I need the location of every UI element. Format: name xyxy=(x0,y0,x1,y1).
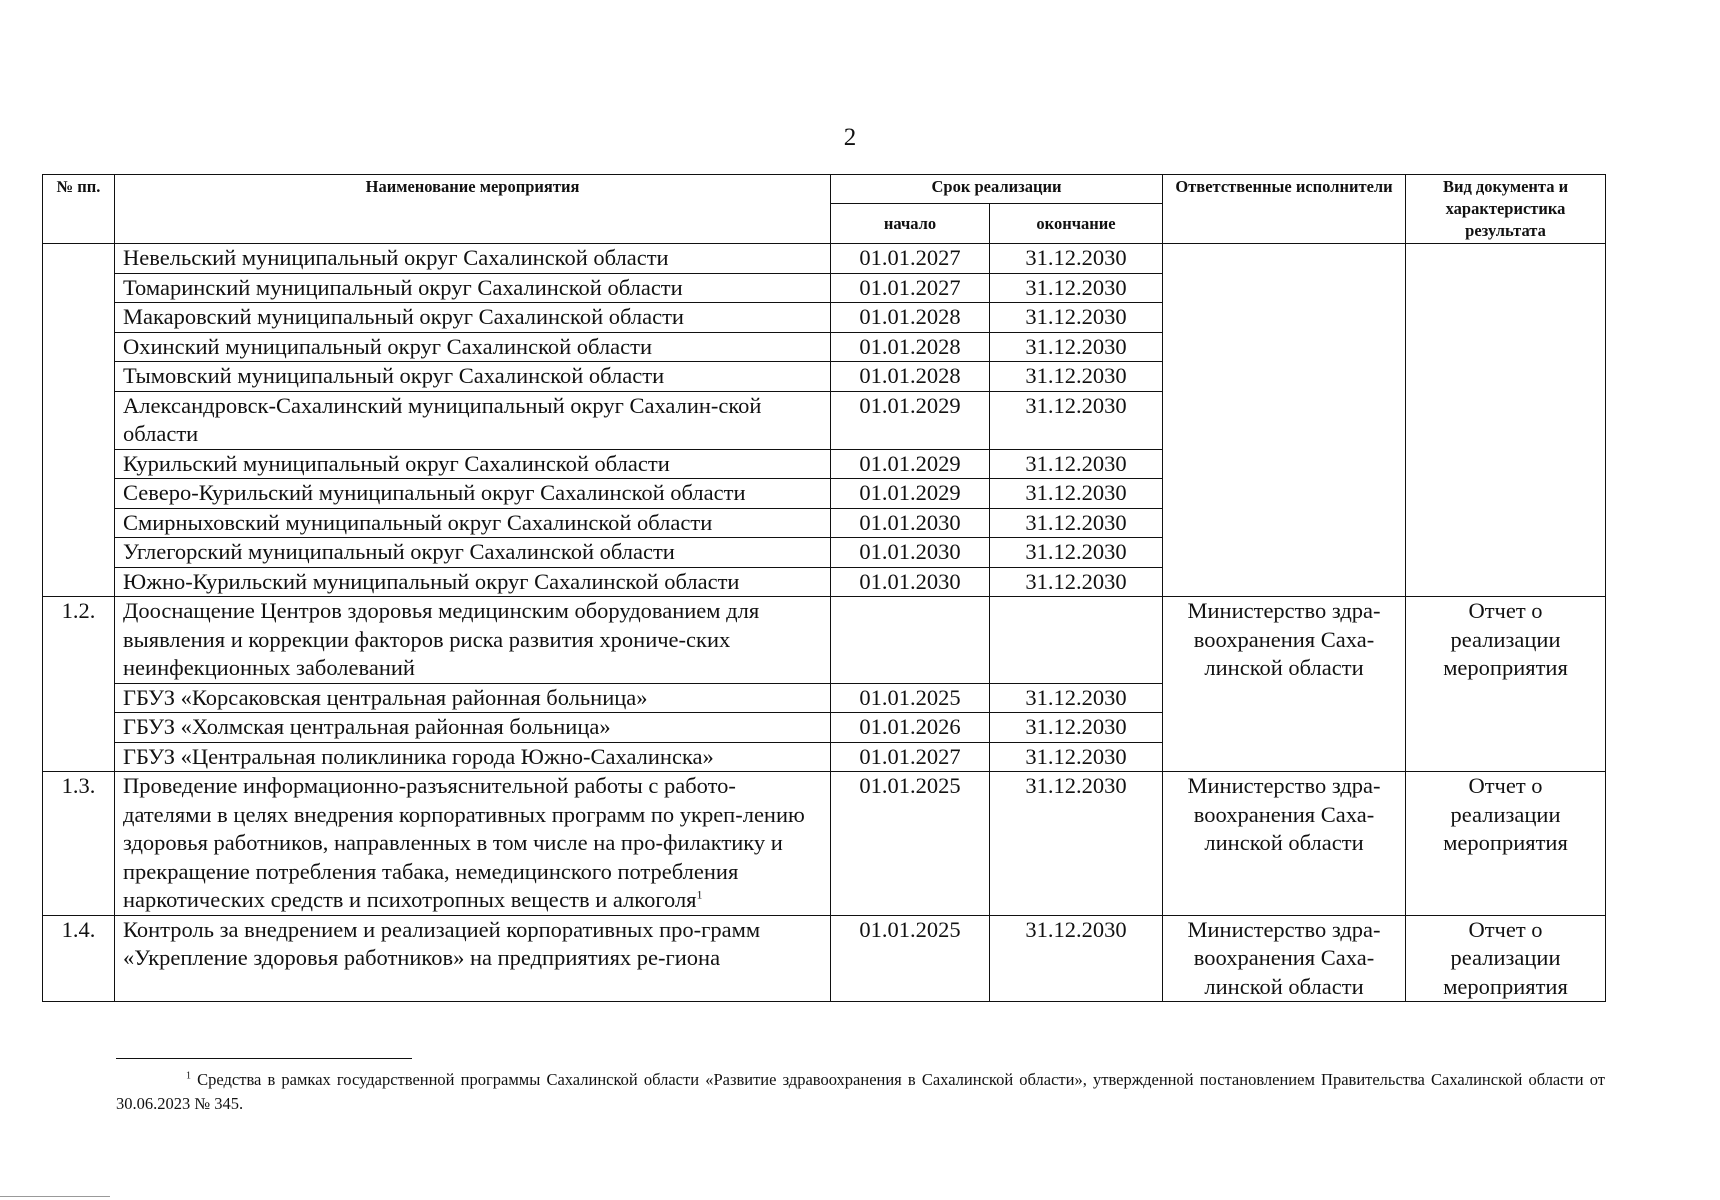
item-1-2-end-empty xyxy=(990,597,1163,684)
row-start: 01.01.2027 xyxy=(831,273,990,303)
item-1-2-name: Дооснащение Центров здоровья медицинским оборудованием для выявления и коррекции факторов риска развития хрониче-ских неинфекционных заболеваний xyxy=(115,597,831,684)
row-end: 31.12.2030 xyxy=(990,303,1163,333)
header-period: Срок реализации xyxy=(831,175,1163,204)
item-1-2-executor: Министерство здра-воохранения Саха-линской области xyxy=(1163,597,1406,772)
item-1-3-num: 1.3. xyxy=(43,772,115,916)
item-1-3-end: 31.12.2030 xyxy=(990,772,1163,916)
footnote-text: Средства в рамках государственной программы Сахалинской области «Развитие здравоохранения в Сахалинской области», утвержденной постановлением Правительства Сахалинской области от 30.06.2023 № 345. xyxy=(116,1070,1606,1113)
header-doc-type: Вид документа и характеристика результата xyxy=(1406,175,1606,244)
item-1-4-doc: Отчет о реализации мероприятия xyxy=(1406,915,1606,1002)
row-end: 31.12.2030 xyxy=(990,449,1163,479)
item-1-2-start-empty xyxy=(831,597,990,684)
row-end: 31.12.2030 xyxy=(990,683,1163,713)
item-1-4-start: 01.01.2025 xyxy=(831,915,990,1002)
row-start: 01.01.2029 xyxy=(831,449,990,479)
row-end: 31.12.2030 xyxy=(990,742,1163,772)
row-start: 01.01.2030 xyxy=(831,567,990,597)
row-start: 01.01.2030 xyxy=(831,508,990,538)
row-end: 31.12.2030 xyxy=(990,332,1163,362)
row-name: ГБУЗ «Корсаковская центральная районная больница» xyxy=(115,683,831,713)
item-1-4-executor: Министерство здра-воохранения Саха-линской области xyxy=(1163,915,1406,1002)
table-row xyxy=(43,772,1606,916)
row-start: 01.01.2028 xyxy=(831,303,990,333)
footnote-ref: 1 xyxy=(696,887,703,902)
row-start: 01.01.2030 xyxy=(831,538,990,568)
row-start: 01.01.2028 xyxy=(831,332,990,362)
row-end: 31.12.2030 xyxy=(990,508,1163,538)
scan-edge-line xyxy=(0,1196,110,1197)
footnote xyxy=(116,1068,1605,1116)
row-start: 01.01.2029 xyxy=(831,479,990,509)
row-name: Смирныховский муниципальный округ Сахалинской области xyxy=(115,508,831,538)
row-end: 31.12.2030 xyxy=(990,713,1163,743)
row-executor-empty xyxy=(1163,244,1406,597)
row-start: 01.01.2029 xyxy=(831,391,990,449)
footnote-divider xyxy=(116,1058,412,1059)
row-start: 01.01.2027 xyxy=(831,244,990,274)
item-1-2-doc: Отчет о реализации мероприятия xyxy=(1406,597,1606,772)
page-number: 2 xyxy=(843,124,857,151)
row-name: Курильский муниципальный округ Сахалинской области xyxy=(115,449,831,479)
row-start: 01.01.2025 xyxy=(831,683,990,713)
row-start: 01.01.2027 xyxy=(831,742,990,772)
item-1-4-end: 31.12.2030 xyxy=(990,915,1163,1002)
table-row xyxy=(43,244,1606,274)
row-end: 31.12.2030 xyxy=(990,567,1163,597)
item-1-3-start: 01.01.2025 xyxy=(831,772,990,916)
row-end: 31.12.2030 xyxy=(990,362,1163,392)
row-end: 31.12.2030 xyxy=(990,244,1163,274)
row-name: Южно-Курильский муниципальный округ Сахалинской области xyxy=(115,567,831,597)
row-end: 31.12.2030 xyxy=(990,538,1163,568)
item-1-3-name: Проведение информационно-разъяснительной работы с работо-дателями в целях внедрения корпоративных программ по укреп-лению здоровья работников, направленных в том числе на про-филактику и прекращение потребления табака, немедицинского потребления наркотических средств и психотропных веществ и алкоголя xyxy=(123,773,805,912)
row-end: 31.12.2030 xyxy=(990,391,1163,449)
row-num-empty xyxy=(43,244,115,597)
header-num: № пп. xyxy=(43,175,115,244)
header-start: начало xyxy=(831,204,990,244)
item-1-3-executor: Министерство здра-воохранения Саха-линской области xyxy=(1163,772,1406,916)
item-1-4-name: Контроль за внедрением и реализацией корпоративных про-грамм «Укрепление здоровья работников» на предприятиях ре-гиона xyxy=(115,915,831,1002)
row-name: Томаринский муниципальный округ Сахалинской области xyxy=(115,273,831,303)
row-name: ГБУЗ «Холмская центральная районная больница» xyxy=(115,713,831,743)
item-1-3-doc: Отчет о реализации мероприятия xyxy=(1406,772,1606,916)
row-name: Макаровский муниципальный округ Сахалинской области xyxy=(115,303,831,333)
row-name: Северо-Курильский муниципальный округ Сахалинской области xyxy=(115,479,831,509)
header-end: окончание xyxy=(990,204,1163,244)
footnote-mark: 1 xyxy=(186,1070,191,1082)
row-end: 31.12.2030 xyxy=(990,479,1163,509)
table-row xyxy=(43,915,1606,1002)
row-name: Охинский муниципальный округ Сахалинской области xyxy=(115,332,831,362)
row-start: 01.01.2028 xyxy=(831,362,990,392)
measures-table xyxy=(42,174,1606,1002)
item-1-2-num: 1.2. xyxy=(43,597,115,772)
item-1-3-name-cell xyxy=(115,772,831,916)
table-row xyxy=(43,597,1606,684)
row-name: ГБУЗ «Центральная поликлиника города Южно-Сахалинска» xyxy=(115,742,831,772)
row-name: Тымовский муниципальный округ Сахалинской области xyxy=(115,362,831,392)
row-name: Углегорский муниципальный округ Сахалинской области xyxy=(115,538,831,568)
header-executors: Ответственные исполнители xyxy=(1163,175,1406,244)
row-doc-empty xyxy=(1406,244,1606,597)
row-name: Невельский муниципальный округ Сахалинской области xyxy=(115,244,831,274)
row-start: 01.01.2026 xyxy=(831,713,990,743)
row-end: 31.12.2030 xyxy=(990,273,1163,303)
item-1-4-num: 1.4. xyxy=(43,915,115,1002)
row-name: Александровск-Сахалинский муниципальный округ Сахалин-ской области xyxy=(115,391,831,449)
header-name: Наименование мероприятия xyxy=(115,175,831,244)
